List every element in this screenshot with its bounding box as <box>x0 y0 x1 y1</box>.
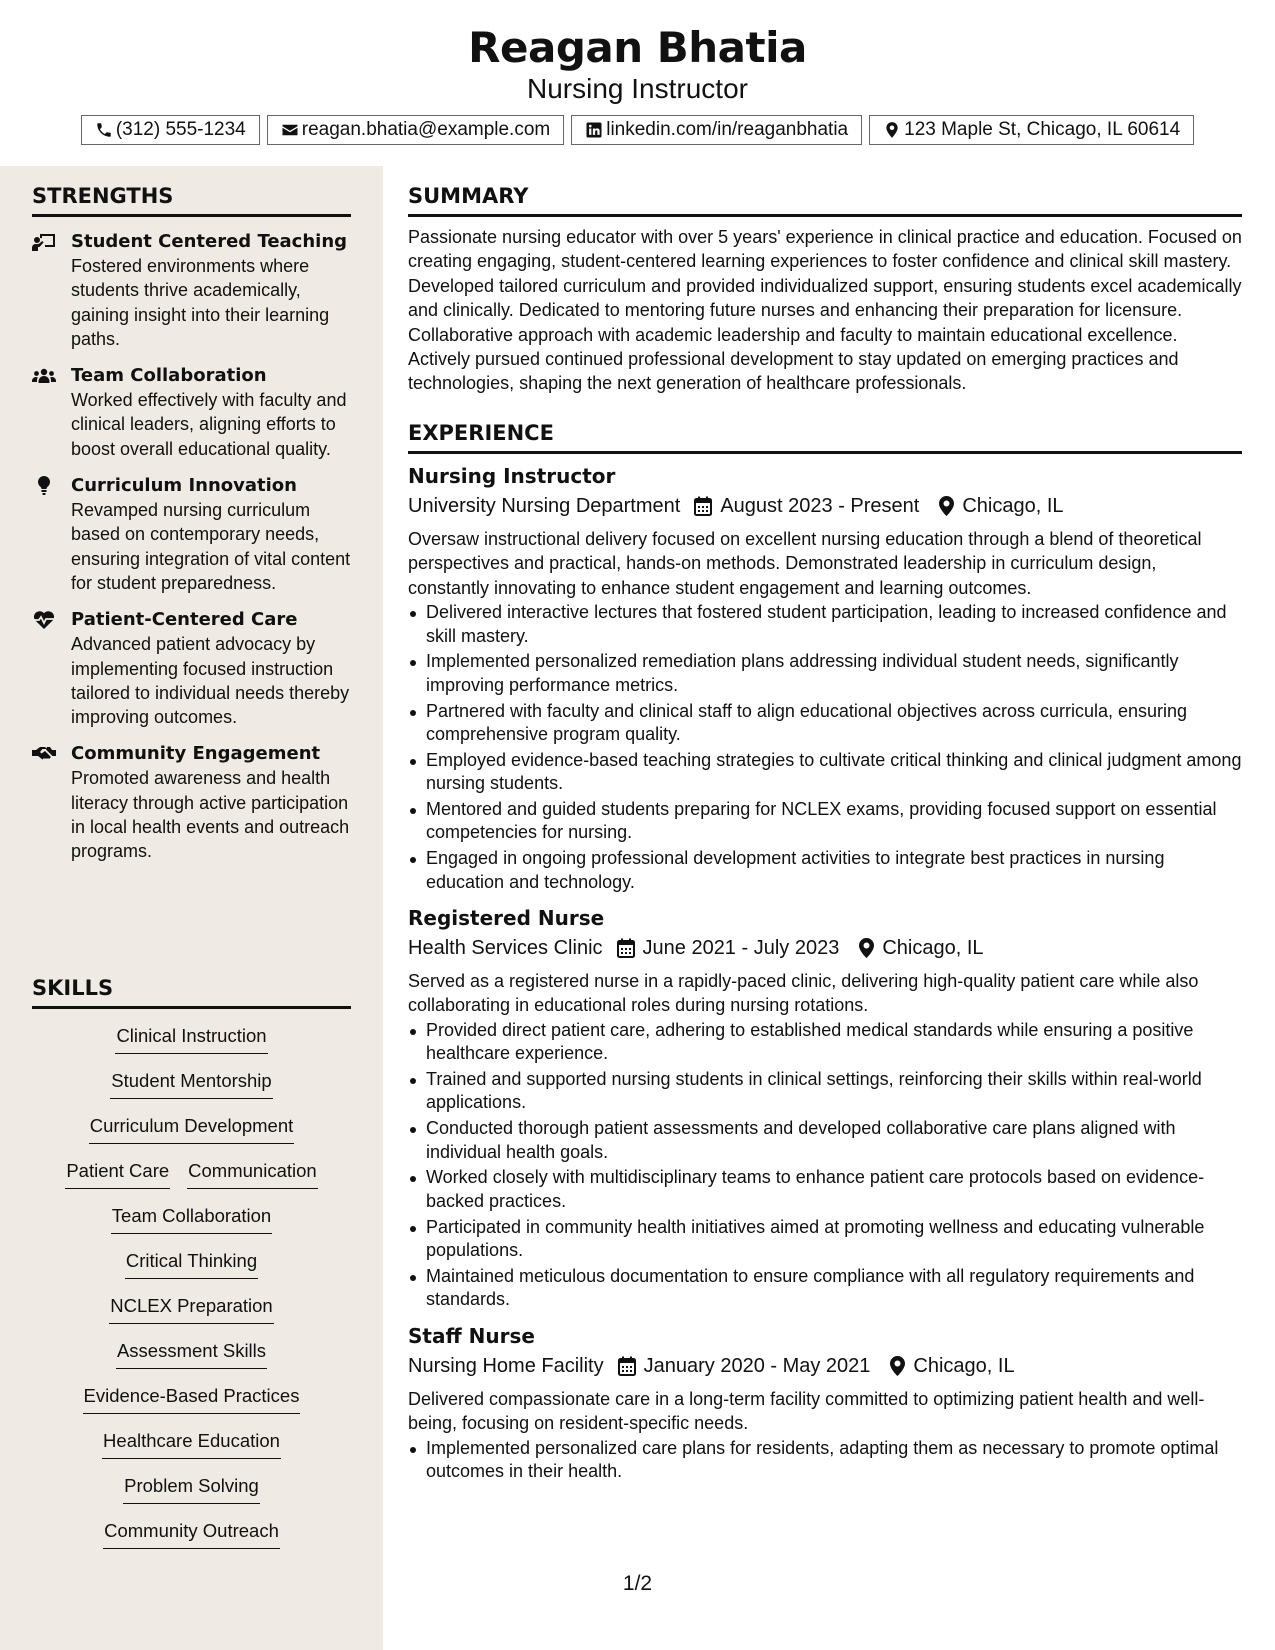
envelope-icon <box>281 121 299 139</box>
map-pin-icon <box>890 1356 905 1376</box>
calendar-icon <box>617 938 635 958</box>
phone-icon <box>95 121 113 139</box>
job-dates: January 2020 - May 2021 <box>643 1354 871 1377</box>
job-description: Oversaw instructional delivery focused on excellent nursing education through a blend of theoretical perspectives and practical, hands-on methods. Demonstrated leadership in curriculum design, constantly innovating to enhance student engagement and learning outcomes. <box>408 529 1202 598</box>
strengths-section <box>32 184 351 864</box>
job-dates: August 2023 - Present <box>720 495 920 517</box>
job-bullet: Employed evidence-based teaching strategies to cultivate critical thinking and clinical judgment among nursing students. <box>408 749 1242 796</box>
skill-tag: NCLEX Preparation <box>109 1294 273 1324</box>
summary-text: Passionate nursing educator with over 5 years' experience in clinical practice and education. Focused on creating engaging, student-centered learning experiences to foster confidence and clinical skill mastery. Developed tailored curriculum and provided individualized support, ensuring students excel academically and clinically. Dedicated to mentoring future nurses and enhancing their preparation for licensure. Collaborative approach with academic leadership and faculty to maintain educational excellence. Actively pursued continued professional development to stay updated on emerging practices and technologies, shaping the next generation of healthcare professionals. <box>408 227 1242 394</box>
candidate-title: Nursing Instructor <box>527 73 748 104</box>
job-bullets <box>408 601 1242 894</box>
strength-title: Patient-Centered Care <box>71 609 298 631</box>
job-org: Health Services Clinic <box>408 937 603 960</box>
strength-item <box>32 363 351 461</box>
job-bullet: Mentored and guided students preparing for NCLEX exams, providing focused support on essential competencies for nursing. <box>408 798 1242 845</box>
experience-heading: EXPERIENCE <box>408 421 1242 454</box>
strength-title: Curriculum Innovation <box>71 475 297 497</box>
strengths-heading: STRENGTHS <box>32 184 351 217</box>
job-org: Nursing Home Facility <box>408 1354 604 1377</box>
summary-section <box>408 184 1242 396</box>
map-pin-icon <box>859 938 874 958</box>
job-dates: June 2021 - July 2023 <box>642 937 840 960</box>
skill-tag: Communication <box>187 1159 318 1189</box>
strength-title: Team Collaboration <box>71 365 267 387</box>
strength-item <box>32 741 351 863</box>
contact-address[interactable] <box>869 115 1194 145</box>
job-title: Staff Nurse <box>408 1323 535 1348</box>
job-bullets <box>408 1019 1242 1312</box>
resume-header <box>0 0 1275 145</box>
calendar-icon <box>694 496 712 516</box>
candidate-name: Reagan Bhatia <box>468 23 807 72</box>
contact-phone-text: (312) 555-1234 <box>115 119 246 140</box>
map-pin-icon <box>939 496 954 516</box>
page-number: 1/2 <box>622 1572 653 1595</box>
skill-tag: Team Collaboration <box>111 1204 272 1234</box>
lightbulb-icon <box>32 476 56 496</box>
skill-tag: Evidence-Based Practices <box>83 1384 301 1414</box>
experience-section <box>408 421 1242 1486</box>
skills-heading: SKILLS <box>32 976 351 1009</box>
job-bullet: Implemented personalized remediation plans addressing individual student needs, significantly improving performance metrics. <box>408 650 1242 697</box>
skill-tag: Problem Solving <box>123 1474 260 1504</box>
job-bullet: Provided direct patient care, adhering to established medical standards while ensuring a positive healthcare experience. <box>408 1019 1242 1066</box>
job-bullet: Partnered with faculty and clinical staff to align educational objectives across curricula, ensuring comprehensive program quality. <box>408 700 1242 747</box>
skill-tag: Healthcare Education <box>102 1429 281 1459</box>
heart-pulse-icon <box>32 610 56 630</box>
skill-tag: Clinical Instruction <box>115 1024 267 1054</box>
skill-list <box>32 1024 351 1564</box>
job-bullet: Delivered interactive lectures that fostered student participation, leading to increased confidence and skill mastery. <box>408 601 1242 648</box>
job-location: Chicago, IL <box>913 1354 1015 1377</box>
job-entry <box>408 1322 1242 1484</box>
job-description: Served as a registered nurse in a rapidly-paced clinic, delivering high-quality patient care while also collaborating in educational roles during nursing rotations. <box>408 971 1199 1016</box>
job-meta <box>408 1351 1242 1381</box>
handshake-icon <box>32 744 56 764</box>
job-location: Chicago, IL <box>962 495 1064 517</box>
strength-desc: Promoted awareness and health literacy through active participation in local health events and outreach programs. <box>71 768 350 862</box>
job-description: Delivered compassionate care in a long-term facility committed to optimizing patient health and well-being, focusing on resident-specific needs. <box>408 1388 1205 1434</box>
contact-linkedin[interactable] <box>571 115 862 145</box>
strength-title: Community Engagement <box>71 743 321 765</box>
job-entry <box>408 462 1242 894</box>
strength-desc: Worked effectively with faculty and clinical leaders, aligning efforts to boost overall educational quality. <box>71 390 347 459</box>
job-bullet: Engaged in ongoing professional development activities to integrate best practices in nursing education and technology. <box>408 847 1242 894</box>
strength-item <box>32 229 351 351</box>
summary-heading: SUMMARY <box>408 184 1242 217</box>
job-bullet: Trained and supported nursing students in clinical settings, reinforcing their skills within real-world applications. <box>408 1068 1242 1115</box>
job-bullet: Conducted thorough patient assessments and developed collaborative care plans aligned with individual health goals. <box>408 1117 1242 1164</box>
job-org: University Nursing Department <box>408 495 681 517</box>
skills-section <box>32 976 351 1564</box>
linkedin-icon <box>585 121 603 139</box>
job-meta <box>408 933 1242 963</box>
job-bullet: Maintained meticulous documentation to ensure compliance with all regulatory requirements and standards. <box>408 1265 1242 1312</box>
strength-item <box>32 473 351 595</box>
skill-tag: Assessment Skills <box>116 1339 267 1369</box>
job-entry <box>408 904 1242 1312</box>
contact-email[interactable] <box>267 115 564 145</box>
strength-desc: Fostered environments where students thrive academically, gaining insight into their learning paths. <box>71 256 330 349</box>
job-bullet: Implemented personalized care plans for residents, adapting them as necessary to promote optimal outcomes in their health. <box>408 1437 1242 1484</box>
skill-tag: Patient Care <box>65 1159 170 1189</box>
skill-tag: Community Outreach <box>103 1519 280 1549</box>
job-bullets <box>408 1437 1242 1484</box>
job-location: Chicago, IL <box>882 937 984 960</box>
job-title: Nursing Instructor <box>408 464 616 488</box>
job-bullet: Worked closely with multidisciplinary teams to enhance patient care protocols based on evidence-backed practices. <box>408 1166 1242 1213</box>
strength-desc: Advanced patient advocacy by implementing focused instruction tailored to individual needs thereby improving outcomes. <box>71 634 350 728</box>
calendar-icon <box>618 1356 636 1376</box>
job-title: Registered Nurse <box>408 906 605 931</box>
skill-tag: Curriculum Development <box>89 1114 295 1144</box>
strength-title: Student Centered Teaching <box>71 231 348 252</box>
strength-item <box>32 607 351 729</box>
contact-address-text: 123 Maple St, Chicago, IL 60614 <box>904 119 1181 140</box>
contact-email-text: reagan.bhatia@example.com <box>301 119 551 140</box>
teacher-icon <box>32 232 56 252</box>
job-meta <box>408 491 1242 521</box>
strength-desc: Revamped nursing curriculum based on contemporary needs, ensuring integration of vital content for student preparedness. <box>71 500 351 593</box>
main-content <box>383 166 1275 1650</box>
users-icon <box>32 366 56 386</box>
contact-bar <box>0 115 1275 145</box>
contact-phone[interactable] <box>81 115 260 145</box>
job-bullet: Participated in community health initiatives aimed at promoting wellness and educating vulnerable populations. <box>408 1216 1242 1263</box>
sidebar <box>0 166 383 1650</box>
map-pin-icon <box>883 121 901 139</box>
contact-linkedin-text: linkedin.com/in/reaganbhatia <box>606 119 849 140</box>
skill-tag: Critical Thinking <box>125 1249 258 1279</box>
skill-tag: Student Mentorship <box>110 1069 272 1099</box>
